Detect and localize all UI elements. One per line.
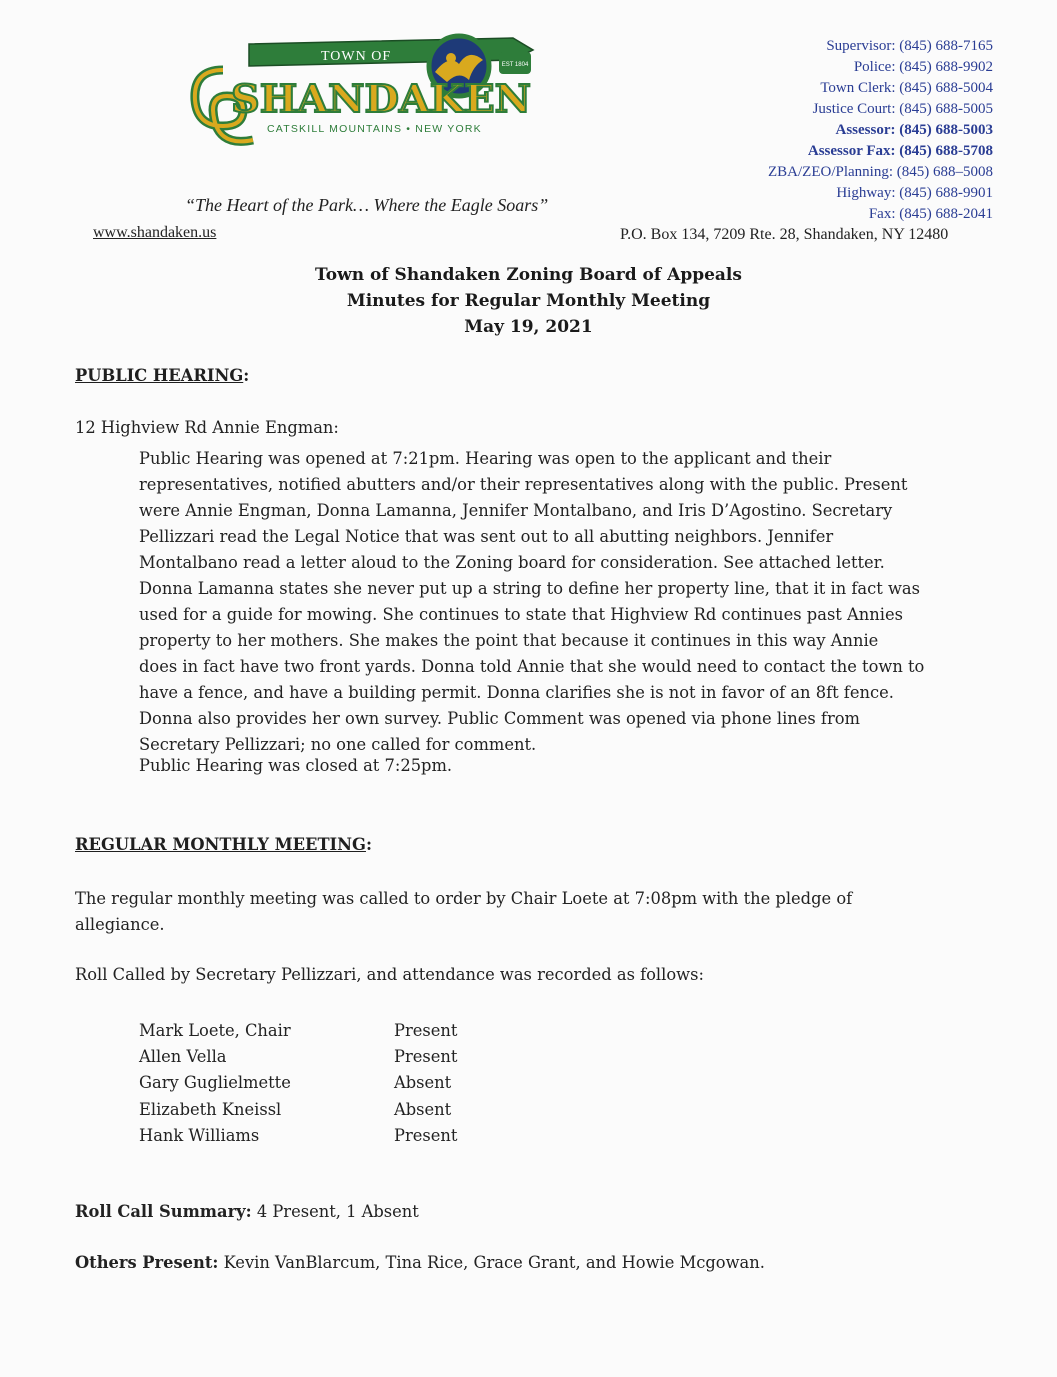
attendance-row [139,1096,457,1122]
roll-call-summary [75,1202,419,1221]
hearing-text-line: Pellizzari read the Legal Notice that was sent out to all abutting neighbors. Jennifer [139,527,834,546]
member-name: Allen Vella [139,1046,227,1066]
hearing-closed-note: Public Hearing was closed at 7:25pm. [139,756,453,775]
attendance-status: Absent [394,1099,452,1119]
contact-line: Justice Court: (845) 688-5005 [812,101,993,117]
roll-summary-label: Roll Call Summary: [75,1202,252,1221]
hearing-text-line: representatives, notified abutters and/or their representatives along with the public. Present [139,475,908,494]
attendance-row [139,1122,457,1148]
hearing-text-line: Public Hearing was opened at 7:21pm. Hearing was open to the applicant and their [139,449,832,468]
website-link[interactable]: www.shandaken.us [93,224,217,241]
hearing-text-line: Donna Lamanna states she never put up a string to define her property line, that it in fact was [139,579,920,598]
contact-line: ZBA/ZEO/Planning: (845) 688–5008 [768,164,993,180]
logo-est-text: EST 1804 [501,62,529,68]
title-line-minutes: Minutes for Regular Monthly Meeting [346,291,711,311]
member-name: Hank Williams [139,1125,260,1145]
hearing-text-line: used for a guide for mowing. She continues to state that Highview Rd continues past Annies [139,605,903,624]
document-title [0,262,1057,340]
member-name: Gary Guglielmette [139,1073,291,1093]
attendance-row [139,1017,457,1043]
meeting-date: May 19, 2021 [464,317,593,337]
others-present [75,1253,765,1272]
contact-line: Assessor: (845) 688-5003 [835,122,993,138]
roll-call-intro: Roll Called by Secretary Pellizzari, and attendance was recorded as follows: [75,965,704,984]
logo-banner-text: TOWN OF [321,49,392,64]
hearing-text-line: Montalbano read a letter aloud to the Zoning board for consideration. See attached letter. [139,553,885,572]
roll-summary-value: 4 Present, 1 Absent [256,1202,419,1221]
others-present-label: Others Present: [75,1253,219,1272]
attendance-table [139,1017,457,1148]
member-name: Elizabeth Kneissl [139,1099,282,1119]
attendance-status: Present [394,1046,458,1066]
contact-line: Highway: (845) 688-9901 [836,185,993,201]
attendance-row [139,1043,457,1069]
attendance-status: Present [394,1020,458,1040]
contact-directory [768,36,993,225]
regular-meeting-heading: REGULAR MONTHLY MEETING: [75,835,372,854]
public-hearing-heading: PUBLIC HEARING: [75,366,250,385]
attendance-status: Present [394,1125,458,1145]
attendance-status: Absent [394,1073,452,1093]
contact-line: Town Clerk: (845) 688-5004 [820,80,993,96]
title-line-board: Town of Shandaken Zoning Board of Appeals [315,265,742,285]
call-to-order: The regular monthly meeting was called to order by Chair Loete at 7:08pm with the pledge of allegiance. [75,889,853,934]
hearing-subject: 12 Highview Rd Annie Engman: [75,418,339,437]
town-logo [183,30,553,160]
member-name: Mark Loete, Chair [139,1020,291,1040]
hearing-text-line: Secretary Pellizzari; no one called for comment. [139,735,537,754]
logo-subtitle: CATSKILL MOUNTAINS • NEW YORK [267,123,482,135]
hearing-narrative [139,446,979,758]
contact-line: Assessor Fax: (845) 688-5708 [807,143,993,159]
contact-line: Fax: (845) 688-2041 [868,206,993,222]
hearing-text-line: were Annie Engman, Donna Lamanna, Jennifer Montalbano, and Iris D’Agostino. Secretary [139,501,893,520]
others-present-value: Kevin VanBlarcum, Tina Rice, Grace Grant, and Howie Mcgowan. [223,1253,765,1272]
contact-line: Supervisor: (845) 688-7165 [826,38,993,54]
logo-town-name: SHANDAKEN [231,76,531,121]
hearing-text-line: does in fact have two front yards. Donna told Annie that she would need to contact the town to [139,657,925,676]
contact-line: Police: (845) 688-9902 [853,59,993,75]
hearing-text-line: have a fence, and have a building permit. Donna clarifies she is not in favor of an 8ft fence. [139,683,894,702]
town-tagline: “The Heart of the Park… Where the Eagle Soars” [185,195,549,215]
attendance-row [139,1070,457,1096]
hearing-text-line: Donna also provides her own survey. Public Comment was opened via phone lines from [139,709,860,728]
mailing-address: P.O. Box 134, 7209 Rte. 28, Shandaken, NY 12480 [620,226,949,243]
hearing-text-line: property to her mothers. She makes the point that because it continues in this way Annie [139,631,879,650]
